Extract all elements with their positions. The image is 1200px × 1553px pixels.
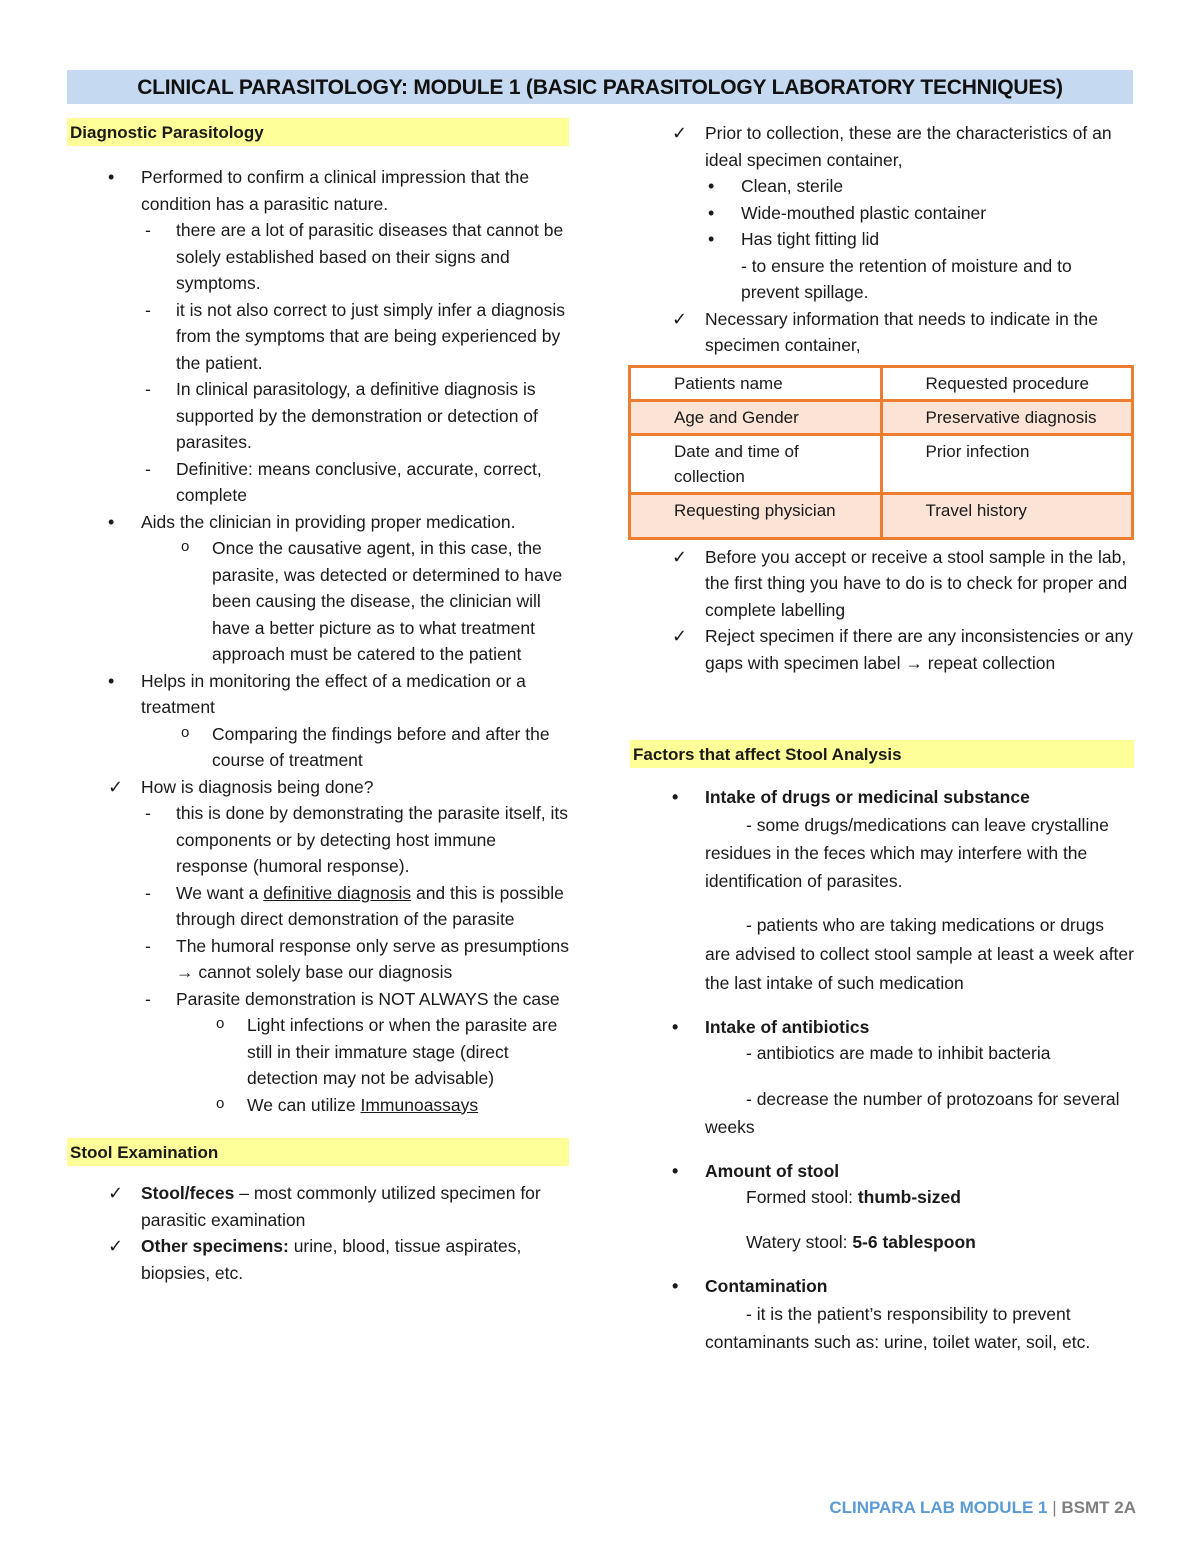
list-item: [176, 986, 569, 1013]
page-title: CLINICAL PARASITOLOGY: MODULE 1 (BASIC PARASITOLOGY LABORATORY TECHNIQUES): [67, 70, 1133, 104]
footer-section: BSMT 2A: [1061, 1498, 1136, 1517]
list-item: [176, 297, 569, 377]
list-item: [741, 200, 1134, 227]
stool-type-label: Formed stool:: [746, 1187, 858, 1207]
list-item-text: Clean, sterile: [741, 176, 844, 196]
list-item-text: Definitive: means conclusive, accurate, correct, complete: [176, 458, 542, 505]
factor-title: [705, 784, 1134, 811]
list-item-text: Once the causative agent, in this case, the parasite, was detected or determined to have been causing the disease, the clinician will have a better picture as to what treatment approach must be catered to the patient: [212, 538, 563, 664]
list-item-text: Performed to confirm a clinical impression that the condition has a parasitic nature.: [141, 167, 530, 214]
factor-title-text: Amount of stool: [705, 1160, 840, 1181]
list-item: [247, 1012, 569, 1092]
list-item: [705, 623, 1134, 676]
factor-note: [746, 1184, 1134, 1211]
list-item-note: - to ensure the retention of moisture and to prevent spillage.: [741, 255, 1072, 302]
list-item-text: Light infections or when the parasite are still in their immature stage (direct detection may not be advisable): [247, 1015, 558, 1088]
underlined-term: definitive diagnosis: [263, 882, 412, 903]
list-item: [141, 1233, 569, 1286]
table-row: [630, 493, 1133, 538]
table-cell: Prior infection: [881, 434, 1133, 493]
list-item-text: Necessary information that needs to indicate in the specimen container,: [705, 308, 1098, 355]
left-column: [67, 118, 569, 1286]
list-item-text: Helps in monitoring the effect of a medication or a treatment: [141, 670, 526, 717]
list-item-text: Parasite demonstration is NOT ALWAYS the case: [176, 988, 560, 1009]
arrow-icon: →: [905, 652, 923, 673]
list-item: [247, 1092, 569, 1119]
list-item: [741, 226, 1134, 253]
list-item: [176, 456, 569, 509]
list-item: [141, 1180, 569, 1233]
list-item: [176, 933, 569, 986]
list-item: [141, 509, 569, 536]
table-cell: Preservative diagnosis: [881, 400, 1133, 434]
section-heading-diagnostic: Diagnostic Parasitology: [67, 118, 569, 146]
table-row: [630, 434, 1133, 493]
list-item-text: Before you accept or receive a stool sample in the lab, the first thing you have to do is to check for proper and complete labelling: [705, 546, 1128, 620]
factor-title-text: Intake of antibiotics: [705, 1016, 870, 1037]
list-item: [212, 535, 569, 668]
list-item: [705, 306, 1134, 359]
list-item: [176, 376, 569, 456]
table-row: [630, 366, 1133, 400]
factor-note: - patients who are taking medications or drugs are advised to collect stool sample at least a week after the last intake of such medication: [705, 914, 1134, 993]
table-cell: Patients name: [630, 366, 882, 400]
specimen-info-table: [628, 365, 1134, 540]
list-item-text: Reject specimen if there are any inconsistencies or any gaps with specimen label: [705, 626, 1133, 673]
arrow-icon: →: [176, 962, 194, 982]
factor-title: [705, 1158, 1134, 1185]
factor-note: - some drugs/medications can leave crystalline residues in the feces which may interfere with the identification of parasites.: [705, 814, 1109, 891]
list-item-bold: Other specimens:: [141, 1236, 289, 1256]
list-item-text: – most commonly utilized specimen for parasitic examination: [141, 1183, 541, 1230]
footer-separator: |: [1052, 1498, 1057, 1517]
factor-note: - antibiotics are made to inhibit bacteria: [746, 1043, 1051, 1063]
list-item: [212, 721, 569, 774]
factor-title: [705, 1014, 1134, 1041]
list-item-text: We want a: [176, 882, 264, 903]
list-item: [141, 164, 569, 217]
factor-title-text: Contamination: [705, 1276, 828, 1296]
factor-note: - it is the patient’s responsibility to prevent contaminants such as: urine, toilet water, soil, etc.: [705, 1303, 1091, 1352]
right-column: [630, 118, 1134, 1356]
footer-module: CLINPARA LAB MODULE 1: [829, 1498, 1048, 1517]
list-item: [705, 120, 1134, 173]
list-item-text: The humoral response only serve as presumptions: [176, 935, 569, 956]
section-heading-factors: Factors that affect Stool Analysis: [630, 740, 1134, 768]
list-item-text: there are a lot of parasitic diseases that cannot be solely established based on their signs and symptoms.: [176, 220, 564, 293]
list-item-text: In clinical parasitology, a definitive diagnosis is supported by the demonstration or detection of parasites.: [176, 379, 538, 452]
list-item-text: and this is possible through direct demonstration of the parasite: [176, 882, 564, 929]
list-item-text: How is diagnosis being done?: [141, 776, 374, 797]
stool-type-label: Watery stool:: [746, 1231, 853, 1252]
list-item: [705, 544, 1134, 624]
list-item-text: Has tight fitting lid: [741, 229, 880, 249]
table-cell: Requested procedure: [881, 366, 1133, 400]
list-item: [176, 880, 569, 933]
list-item: [176, 800, 569, 880]
list-item-bold: Stool/feces: [141, 1183, 235, 1203]
factor-title: [705, 1273, 1134, 1300]
table-row: [630, 400, 1133, 434]
factor-title-text: Intake of drugs or medicinal substance: [705, 787, 1030, 807]
list-item-text: this is done by demonstrating the parasite itself, its components or by detecting host immune response (humoral response).: [176, 803, 569, 876]
underlined-term: Immunoassays: [360, 1094, 479, 1115]
list-item: [141, 774, 569, 801]
list-item-text: Aids the clinician in providing proper medication.: [141, 511, 516, 532]
page-footer: [829, 1495, 1136, 1522]
list-item-text: it is not also correct to just simply infer a diagnosis from the symptoms that are being experienced by the patient.: [176, 299, 566, 373]
table-cell: Requesting physician: [630, 493, 882, 538]
stool-type-value: 5-6 tablespoon: [852, 1231, 976, 1252]
list-item-text: Wide-mouthed plastic container: [741, 202, 987, 223]
section-heading-stool-exam: Stool Examination: [67, 1138, 569, 1166]
list-item-text: repeat collection: [922, 652, 1056, 673]
list-item-text: We can utilize: [247, 1094, 361, 1115]
stool-type-value: thumb-sized: [857, 1187, 961, 1207]
table-cell: Date and time of collection: [630, 434, 882, 493]
list-item-text: Comparing the findings before and after the course of treatment: [212, 723, 550, 770]
factor-note: [746, 1229, 1134, 1256]
factor-note: - decrease the number of protozoans for several weeks: [705, 1088, 1120, 1137]
list-item: [141, 668, 569, 721]
list-item-text: cannot solely base our diagnosis: [193, 962, 453, 982]
list-item: [741, 173, 1134, 200]
table-cell: Age and Gender: [630, 400, 882, 434]
list-item-text: Prior to collection, these are the characteristics of an ideal specimen container,: [705, 123, 1112, 170]
table-cell: Travel history: [881, 493, 1133, 538]
list-item-text: urine, blood, tissue aspirates, biopsies, etc.: [141, 1236, 522, 1283]
list-item: [176, 217, 569, 297]
